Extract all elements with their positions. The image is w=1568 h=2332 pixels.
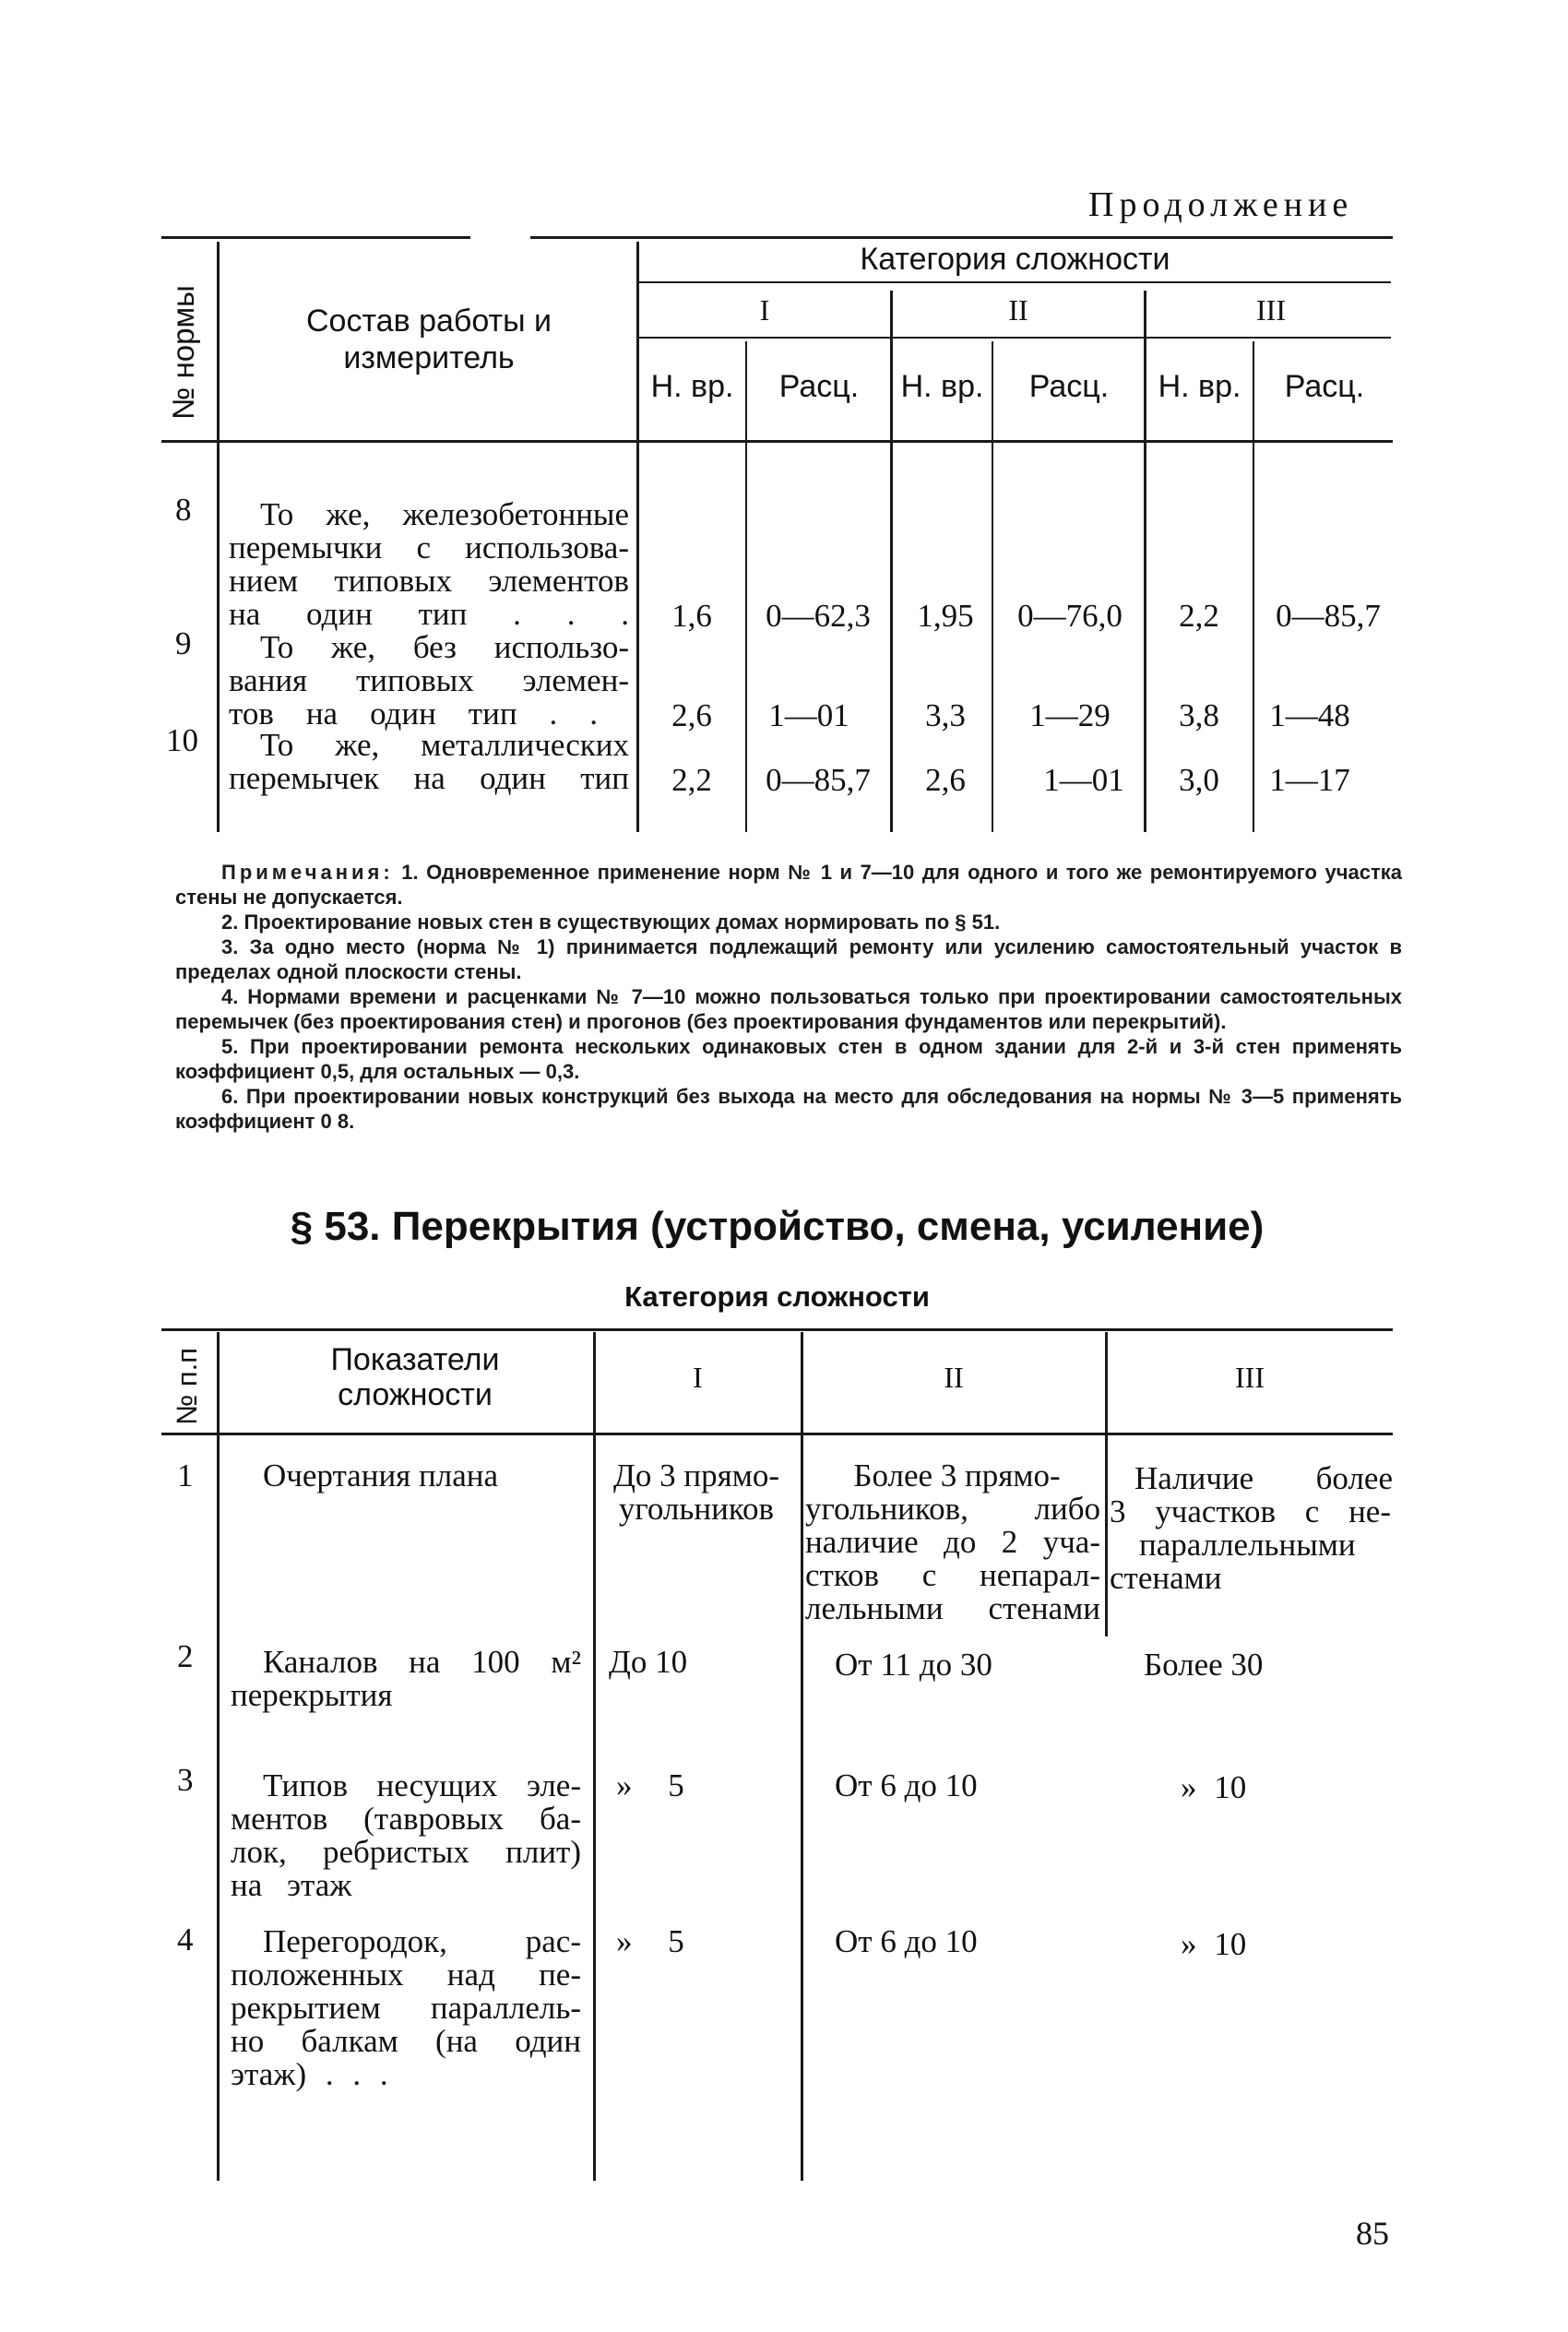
note-item: 4. Нормами времени и расценками № 7—10 можно пользоваться только при проектировании самостоятельных перемычек (без проектирования стен) и прогонов (без проектирования фундаментов или перекрытий). [175, 985, 1402, 1033]
value-cell: 3,3 [925, 697, 966, 733]
category-i: I [759, 293, 770, 327]
sub-header-time-ii: Н. вр. [900, 369, 984, 404]
cat1-text: угольников [618, 1491, 775, 1527]
cat3-text: параллельными [1139, 1527, 1356, 1563]
value-cell: 1—01 [768, 697, 849, 733]
note-item: 1. Одновременное применение норм № 1 и 7—10 для одного и того же ремонтируемого участка стены не допускается. [175, 861, 1402, 909]
row-description: на один тип . . . [229, 596, 629, 632]
cat2-text: лельными стенами [805, 1590, 1100, 1626]
continuation-label: Продолжение [1088, 185, 1354, 224]
value-cell: 1—17 [1269, 762, 1350, 798]
cat2-text: наличие до 2 уча- [805, 1524, 1100, 1560]
indicator-text: но балкам (на один [231, 2023, 581, 2059]
row-description: тов на один тип . . [229, 696, 598, 732]
indicator-text: Типов несущих эле- [263, 1767, 581, 1803]
page-number: 85 [1356, 2215, 1389, 2252]
indicator-text: этаж) . . . [231, 2056, 388, 2092]
value-cell: 3,8 [1179, 697, 1219, 733]
value-cell: 1,6 [671, 598, 712, 634]
row-description: То же, без использо- [260, 629, 629, 665]
value-cell: 0—76,0 [1017, 598, 1123, 634]
section-title: § 53. Перекрытия (устройство, смена, усиление) [290, 1204, 1265, 1249]
value-cell: 2,2 [671, 762, 712, 798]
category-ii: II [944, 1361, 964, 1394]
indicator-text: Очертания плана [263, 1458, 499, 1493]
cat1-text: До 3 прямо- [612, 1458, 779, 1493]
note-item: 3. За одно место (норма № 1) принимается подлежащий ремонту или усилению самостоятельный участок в пределах одной плоскости стены. [175, 935, 1402, 983]
value-cell: 2,2 [1179, 598, 1219, 634]
cat3-text: стенами [1110, 1560, 1222, 1596]
sub-header-time-iii: Н. вр. [1158, 369, 1241, 404]
sub-header-time-i: Н. вр. [650, 369, 734, 404]
cat3-text: » 10 [1181, 1769, 1247, 1805]
row-number: 9 [175, 625, 192, 661]
row-description: вания типовых элемен- [229, 662, 629, 698]
value-cell: 0—85,7 [766, 762, 871, 798]
notes-title: Примечания: [221, 861, 394, 884]
note-item: 2. Проектирование новых стен в существующих домах нормировать по § 51. [221, 910, 1001, 934]
row-number: 10 [166, 722, 198, 758]
indicator-text: лок, ребристых плит) [231, 1834, 581, 1870]
cat2-text: От 6 до 10 [835, 1923, 978, 1959]
cat3-text: 3 участков с не- [1110, 1493, 1391, 1529]
value-cell: 1—29 [1029, 697, 1111, 733]
row-description: То же, железобетонные [260, 496, 629, 532]
row-number: 1 [177, 1458, 194, 1493]
indicator-text: Перегородок, рас- [263, 1923, 581, 1959]
cat2-text: угольников, либо [805, 1491, 1100, 1527]
item-number-header: № п.п [171, 1347, 203, 1425]
indicator-text: рекрытием параллель- [231, 1990, 581, 2026]
value-cell: 2,6 [925, 762, 966, 798]
indicator-header: Показатели сложности [330, 1342, 500, 1412]
category-ii: II [1008, 293, 1028, 327]
cat3-text: Более 30 [1144, 1647, 1264, 1683]
row-number: 4 [177, 1922, 194, 1957]
cat2-text: стков с непарал- [805, 1557, 1100, 1593]
norm-number-header: № нормы [166, 285, 200, 420]
value-cell: 2,6 [671, 697, 712, 733]
category-header: Категория сложности [860, 242, 1170, 277]
cat2-text: От 11 до 30 [835, 1647, 992, 1683]
value-cell: 1—01 [1043, 762, 1124, 798]
category-i: I [693, 1361, 703, 1394]
row-description: То же, металлических [260, 727, 629, 763]
row-description: перемычки с использова- [229, 529, 629, 565]
value-cell: 0—85,7 [1276, 598, 1381, 634]
cat2-text: От 6 до 10 [835, 1767, 978, 1803]
row-number: 2 [177, 1638, 194, 1674]
category-iii: III [1256, 293, 1286, 327]
cat3-text: Наличие более [1134, 1460, 1393, 1496]
cat1-text: » 5 [616, 1767, 684, 1803]
indicator-text: на этаж [231, 1867, 352, 1903]
indicator-text: положенных над пе- [231, 1957, 581, 1993]
note-item: 5. При проектировании ремонта нескольких одинаковых стен в одном здании для 2-й и 3-й стен применять коэффициент 0,5, для остальных — 0,3. [175, 1035, 1402, 1083]
sub-header-rate-i: Расц. [778, 369, 860, 404]
category-iii: III [1235, 1361, 1265, 1394]
table2-caption: Категория сложности [624, 1280, 930, 1313]
cat1-text: До 10 [609, 1644, 688, 1680]
cat3-text: » 10 [1181, 1926, 1247, 1962]
row-description: перемычек на один тип [229, 760, 629, 796]
indicator-text: перекрытия [231, 1677, 393, 1713]
cat2-text: Более 3 прямо- [853, 1458, 1061, 1493]
indicator-text: ментов (тавровых ба- [231, 1801, 581, 1837]
row-number: 8 [175, 492, 192, 528]
value-cell: 1—48 [1269, 697, 1350, 733]
notes [175, 860, 1402, 1134]
value-cell: 0—62,3 [766, 598, 871, 634]
cat1-text: » 5 [616, 1923, 684, 1959]
sub-header-rate-ii: Расц. [1028, 369, 1110, 404]
sub-header-rate-iii: Расц. [1284, 369, 1365, 404]
value-cell: 3,0 [1179, 762, 1219, 798]
value-cell: 1,95 [917, 598, 974, 634]
composition-header: Состав работы и измеритель [306, 303, 552, 375]
row-description: нием типовых элементов [229, 563, 629, 599]
indicator-text: Каналов на 100 м² [263, 1644, 581, 1680]
row-number: 3 [177, 1762, 194, 1798]
note-item: 6. При проектировании новых конструкций без выхода на место для обследования на нормы № 3—5 применять коэффициент 0 8. [175, 1085, 1402, 1133]
